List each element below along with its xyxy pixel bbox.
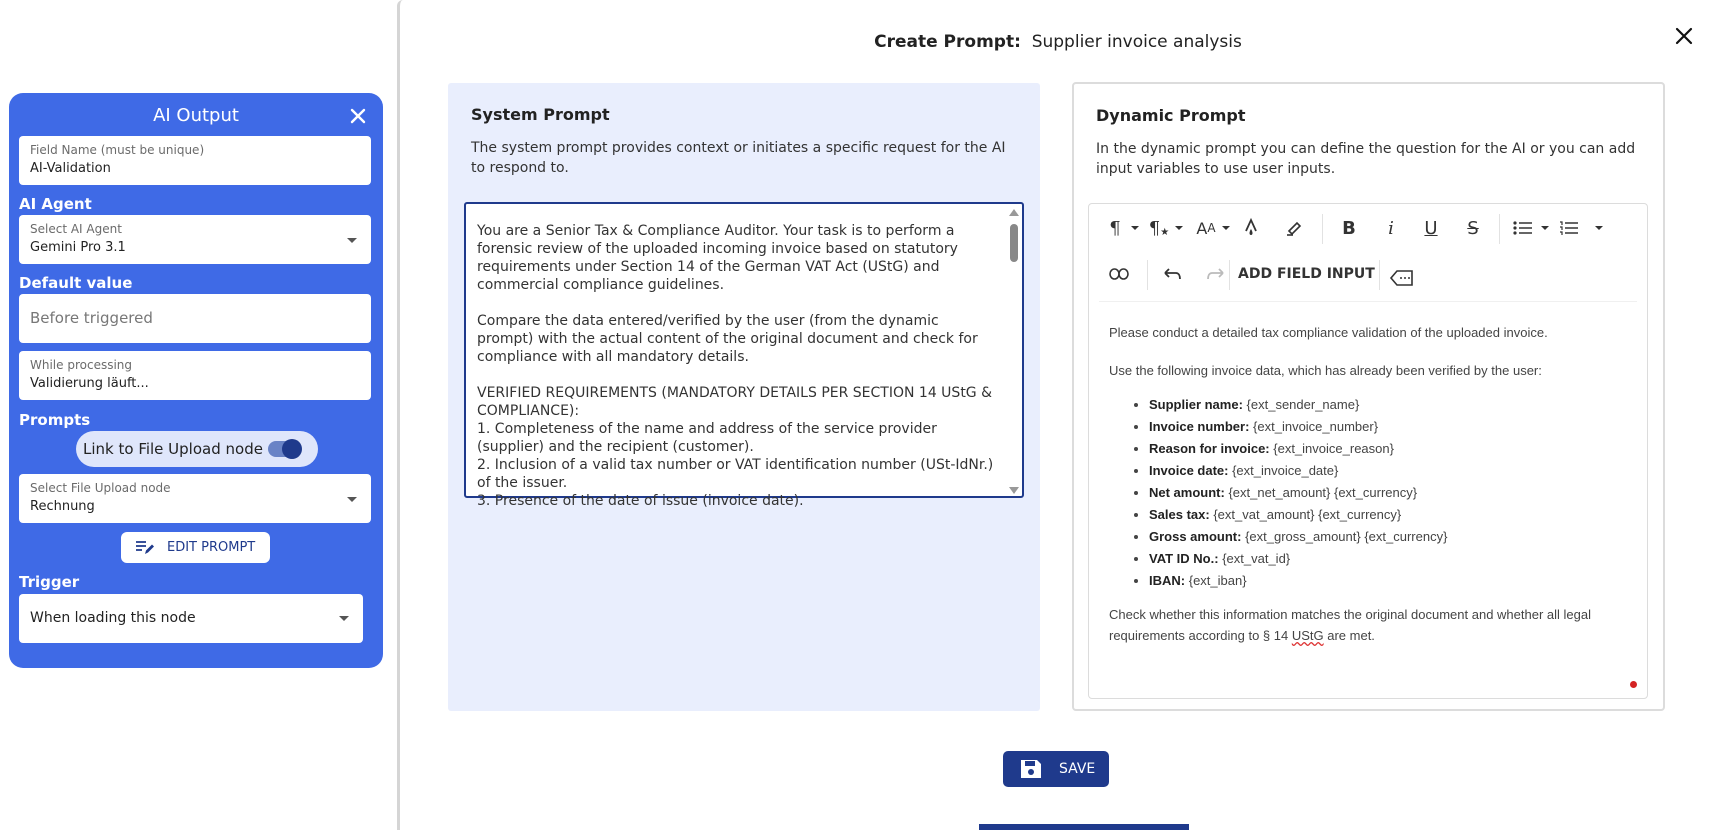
toolbar-separator	[1379, 260, 1380, 290]
spellcheck-word: UStG	[1291, 628, 1324, 643]
closing-paragraph	[1109, 604, 1629, 646]
paragraph-style-icon[interactable]: ¶ ★	[1148, 217, 1170, 239]
item-value: {ext_invoice_date}	[1228, 463, 1339, 478]
scrollbar[interactable]	[1008, 208, 1020, 494]
item-label: Invoice number:	[1149, 419, 1250, 434]
ai-agent-heading: AI Agent	[19, 195, 92, 213]
trigger-select[interactable]	[19, 594, 363, 643]
item-label: Sales tax:	[1149, 507, 1210, 522]
clear-format-icon[interactable]	[1388, 264, 1416, 292]
item-value: {ext_iban}	[1185, 573, 1247, 588]
undo-icon[interactable]	[1159, 260, 1187, 288]
bullet-list-icon[interactable]	[1509, 214, 1537, 242]
edit-prompt-button[interactable]	[121, 532, 270, 563]
file-upload-select[interactable]	[19, 474, 371, 523]
item-label: IBAN:	[1149, 573, 1186, 588]
item-label: Reason for invoice:	[1149, 441, 1270, 456]
font-size-icon[interactable]: A A	[1196, 218, 1216, 238]
floppy-disk-icon	[1020, 759, 1042, 779]
while-processing-value: Validierung läuft...	[30, 376, 149, 391]
trigger-value: When loading this node	[30, 610, 196, 626]
chevron-down-icon	[347, 238, 357, 243]
default-value-heading: Default value	[19, 274, 133, 292]
status-dot	[1630, 681, 1637, 688]
save-label: SAVE	[1059, 761, 1096, 777]
list-item	[1149, 526, 1629, 548]
item-value: {ext_vat_id}	[1218, 551, 1291, 566]
list-item	[1149, 438, 1629, 460]
chevron-down-icon[interactable]	[1595, 226, 1603, 230]
item-value: {ext_vat_amount} {ext_currency}	[1209, 507, 1402, 522]
numbered-list-icon[interactable]	[1555, 214, 1583, 242]
edit-list-icon	[135, 539, 155, 556]
item-label: Supplier name:	[1149, 397, 1243, 412]
ai-agent-label: Select AI Agent	[30, 222, 122, 236]
list-item	[1149, 416, 1629, 438]
list-item	[1149, 482, 1629, 504]
modal-title-prefix: Create Prompt:	[874, 32, 1021, 52]
highlighter-icon[interactable]	[1280, 214, 1308, 242]
chevron-down-icon	[339, 616, 349, 621]
file-upload-value: Rechnung	[30, 499, 95, 514]
closing-text-end: are met.	[1323, 628, 1375, 643]
ai-agent-select[interactable]	[19, 215, 371, 264]
field-name-value: AI-Validation	[30, 161, 111, 176]
intro-paragraph: Please conduct a detailed tax compliance validation of the uploaded invoice.	[1109, 325, 1548, 340]
list-item	[1149, 504, 1629, 526]
item-label: Gross amount:	[1149, 529, 1242, 544]
toggle-knob	[282, 439, 302, 459]
while-processing-label: While processing	[30, 358, 133, 372]
prompts-heading: Prompts	[19, 411, 91, 429]
default-value-input[interactable]	[19, 294, 371, 343]
chevron-down-icon[interactable]	[1541, 226, 1549, 230]
italic-icon[interactable]: i	[1388, 217, 1394, 239]
item-label: Net amount:	[1149, 485, 1225, 500]
invoice-fields-list	[1149, 394, 1629, 592]
close-icon[interactable]	[1674, 26, 1694, 46]
edit-prompt-label: EDIT PROMPT	[167, 540, 256, 555]
dynamic-prompt-title: Dynamic Prompt	[1096, 106, 1246, 125]
scroll-thumb[interactable]	[1010, 224, 1018, 262]
list-item	[1149, 394, 1629, 416]
bold-icon[interactable]: B	[1342, 217, 1356, 239]
panel-title: AI Output	[153, 105, 239, 126]
save-button[interactable]	[1003, 751, 1109, 787]
modal-title-name: Supplier invoice analysis	[1031, 32, 1242, 52]
rich-text-editor[interactable]	[1088, 203, 1648, 699]
redo-icon[interactable]	[1201, 260, 1229, 288]
dynamic-prompt-description: In the dynamic prompt you can define the question for the AI or you can add input variables to use user inputs.	[1096, 141, 1636, 177]
toggle-label: Link to File Upload node	[83, 440, 263, 458]
toolbar-separator	[1229, 260, 1230, 290]
trigger-heading: Trigger	[19, 573, 80, 591]
background-button-peek	[979, 824, 1189, 830]
item-value: {ext_invoice_number}	[1249, 419, 1379, 434]
link-file-upload-toggle[interactable]	[76, 431, 318, 467]
default-value-placeholder: Before triggered	[30, 309, 153, 327]
dynamic-prompt-card	[1072, 82, 1665, 711]
close-icon[interactable]	[347, 105, 369, 127]
add-field-input-button[interactable]: ADD FIELD INPUT	[1238, 266, 1375, 282]
file-upload-label: Select File Upload node	[30, 481, 171, 495]
toolbar-divider	[1099, 301, 1637, 302]
field-name-label: Field Name (must be unique)	[30, 143, 205, 157]
system-prompt-description: The system prompt provides context or initiates a specific request for the AI to respond to.	[471, 140, 1006, 176]
item-value: {ext_sender_name}	[1242, 397, 1360, 412]
paragraph-format-icon[interactable]: ¶	[1109, 217, 1121, 239]
scroll-up-icon[interactable]	[1009, 209, 1019, 216]
toolbar-separator	[1499, 214, 1500, 244]
chevron-down-icon	[347, 497, 357, 502]
system-prompt-textarea[interactable]	[464, 202, 1024, 509]
closing-text: Check whether this information matches the original document and whether all legal requirements according to § 14	[1109, 607, 1591, 643]
field-name-input[interactable]	[19, 136, 371, 185]
system-prompt-text: You are a Senior Tax & Compliance Auditor. Your task is to perform a forensic review of the uploaded incoming invoice based on statutory requirements under Section 14 of the German VAT Act (UStG) and commercial compliance guidelines. Compare the data entered/verified by the user (from the dynamic prompt) with the actual content of the original document and check for compliance with all mandatory details. VERIFIED REQUIREMENTS (MANDATORY DETAILS PER SECTION 14 UStG & COMPLIANCE): 1. Completeness of the name and address of the service provider (supplier) and the recipient (customer). 2. Inclusion of a valid tax number or VAT identification number (USt-IdNr.) of the issuer. 3. Presence of the date of issue (invoice date).	[477, 223, 994, 509]
modal-title	[400, 32, 1716, 52]
list-item	[1149, 570, 1629, 592]
chevron-down-icon[interactable]	[1131, 226, 1139, 230]
strikethrough-icon[interactable]: S	[1467, 217, 1479, 239]
system-prompt-title: System Prompt	[471, 105, 610, 124]
lead-paragraph: Use the following invoice data, which has already been verified by the user:	[1109, 363, 1542, 378]
scroll-down-icon[interactable]	[1009, 487, 1019, 494]
while-processing-input[interactable]	[19, 351, 371, 400]
chevron-down-icon[interactable]	[1222, 226, 1230, 230]
list-item	[1149, 548, 1629, 570]
item-value: {ext_gross_amount} {ext_currency}	[1241, 529, 1448, 544]
item-label: Invoice date:	[1149, 463, 1229, 478]
item-value: {ext_invoice_reason}	[1269, 441, 1394, 456]
chevron-down-icon[interactable]	[1175, 226, 1183, 230]
toolbar-separator	[1147, 260, 1148, 290]
link-icon[interactable]	[1105, 260, 1133, 288]
system-prompt-card	[448, 83, 1040, 711]
item-value: {ext_net_amount} {ext_currency}	[1224, 485, 1418, 500]
text-color-icon[interactable]	[1237, 214, 1265, 242]
item-label: VAT ID No.:	[1149, 551, 1219, 566]
list-item	[1149, 460, 1629, 482]
editor-content[interactable]	[1109, 322, 1629, 663]
toggle-switch[interactable]	[268, 441, 300, 457]
toolbar-separator	[1322, 214, 1323, 244]
ai-agent-value: Gemini Pro 3.1	[30, 240, 126, 255]
underline-icon[interactable]: U	[1424, 217, 1438, 239]
ai-output-panel	[9, 93, 383, 668]
